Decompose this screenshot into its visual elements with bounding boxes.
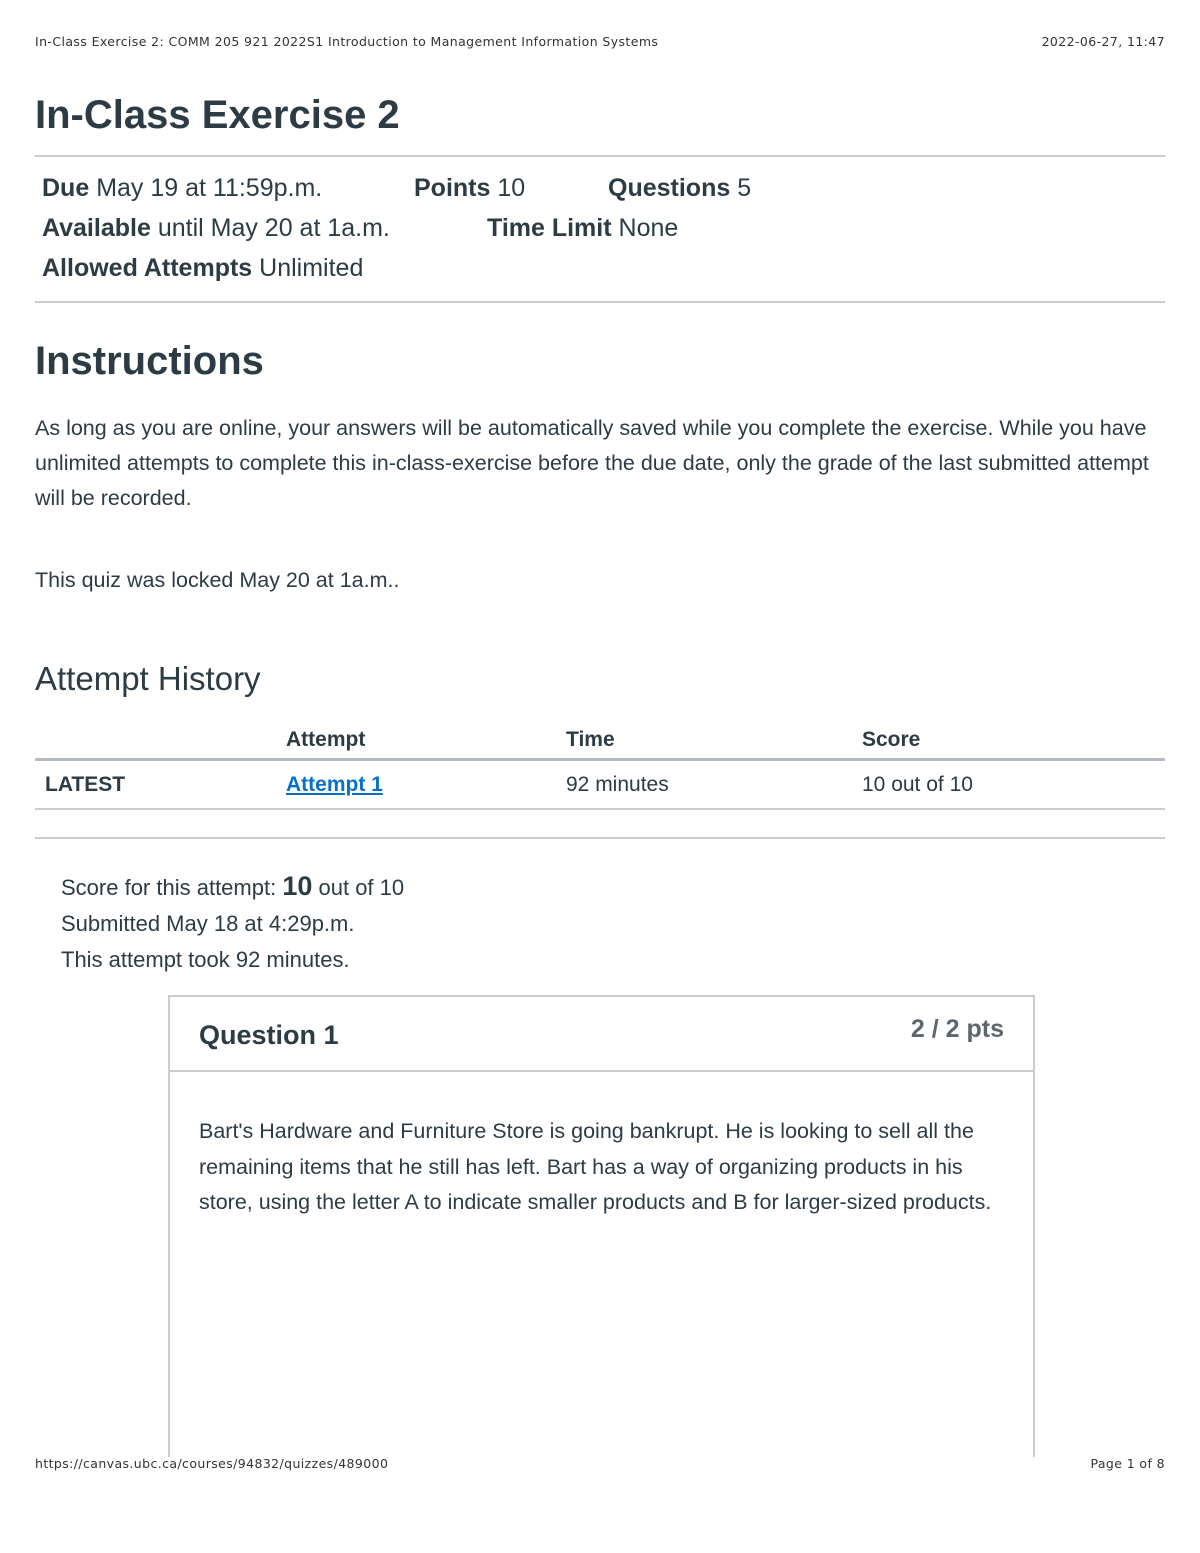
score-value: 10 [282, 871, 313, 901]
attempt-summary [61, 868, 404, 978]
time-limit-value: None [618, 214, 679, 242]
available-label: Available [42, 214, 151, 242]
points-label: Points [414, 174, 491, 202]
page-title: In-Class Exercise 2 [35, 93, 400, 137]
print-header [35, 34, 1165, 49]
instructions-text: As long as you are online, your answers will be automatically saved while you complete the exercise. While you have unlimited attempts to complete this in-class-exercise before the due date, only the grade of the last submitted attempt will be recorded. [35, 416, 1149, 510]
attempt-1-link[interactable]: Attempt 1 [286, 772, 383, 796]
print-footer [35, 1456, 1165, 1471]
attempt-time: 92 minutes [566, 760, 862, 810]
available-detail [42, 214, 390, 243]
column-header-time: Time [566, 722, 862, 760]
questions-label: Questions [608, 174, 731, 202]
submitted-line: Submitted May 18 at 4:29p.m. [61, 911, 355, 936]
allowed-attempts-value: Unlimited [259, 254, 364, 282]
print-footer-page: Page 1 of 8 [1090, 1456, 1165, 1471]
attempt-history-table [35, 722, 1165, 810]
score-prefix: Score for this attempt: [61, 875, 277, 900]
column-header-attempt: Attempt [286, 722, 566, 760]
available-value: until May 20 at 1a.m. [157, 214, 390, 242]
attempt-history-title: Attempt History [35, 660, 261, 697]
questions-detail [608, 174, 751, 203]
questions-value: 5 [737, 174, 752, 202]
score-suffix: out of 10 [318, 875, 405, 900]
question-name: Question 1 [199, 1020, 339, 1050]
divider [35, 155, 1165, 157]
due-value: May 19 at 11:59p.m. [96, 174, 323, 202]
table-header-row [35, 722, 1165, 760]
divider [35, 837, 1165, 839]
divider [35, 301, 1165, 303]
time-limit-label: Time Limit [487, 214, 612, 242]
print-header-datetime: 2022-06-27, 11:47 [1041, 34, 1165, 49]
due-label: Due [42, 174, 90, 202]
time-limit-detail [487, 214, 678, 243]
question-header [170, 997, 1033, 1072]
allowed-attempts-detail [42, 254, 363, 283]
attempt-score: 10 out of 10 [862, 760, 1165, 810]
instructions-title: Instructions [35, 339, 264, 383]
question-points: 2 / 2 pts [910, 1015, 1004, 1043]
lock-notice: This quiz was locked May 20 at 1a.m.. [35, 568, 400, 592]
print-footer-url: https://canvas.ubc.ca/courses/94832/quizzes/489000 [35, 1456, 389, 1471]
question-card [168, 995, 1035, 1457]
points-detail [414, 174, 525, 203]
print-header-title: In-Class Exercise 2: COMM 205 921 2022S1 Introduction to Management Information Systems [35, 34, 659, 49]
points-value: 10 [497, 174, 526, 202]
attempt-score-line [61, 868, 404, 906]
table-row [35, 760, 1165, 810]
duration-line: This attempt took 92 minutes. [61, 947, 350, 972]
column-header-score: Score [862, 722, 1165, 760]
column-header-tag [35, 722, 286, 760]
due-detail [42, 174, 322, 203]
allowed-attempts-label: Allowed Attempts [42, 254, 253, 282]
question-text: Bart's Hardware and Furniture Store is going bankrupt. He is looking to sell all the remaining items that he still has left. Bart has a way of organizing products in his store, using the letter A to indicate smaller products and B for larger-sized products. [199, 1119, 992, 1214]
latest-tag: LATEST [35, 760, 286, 810]
